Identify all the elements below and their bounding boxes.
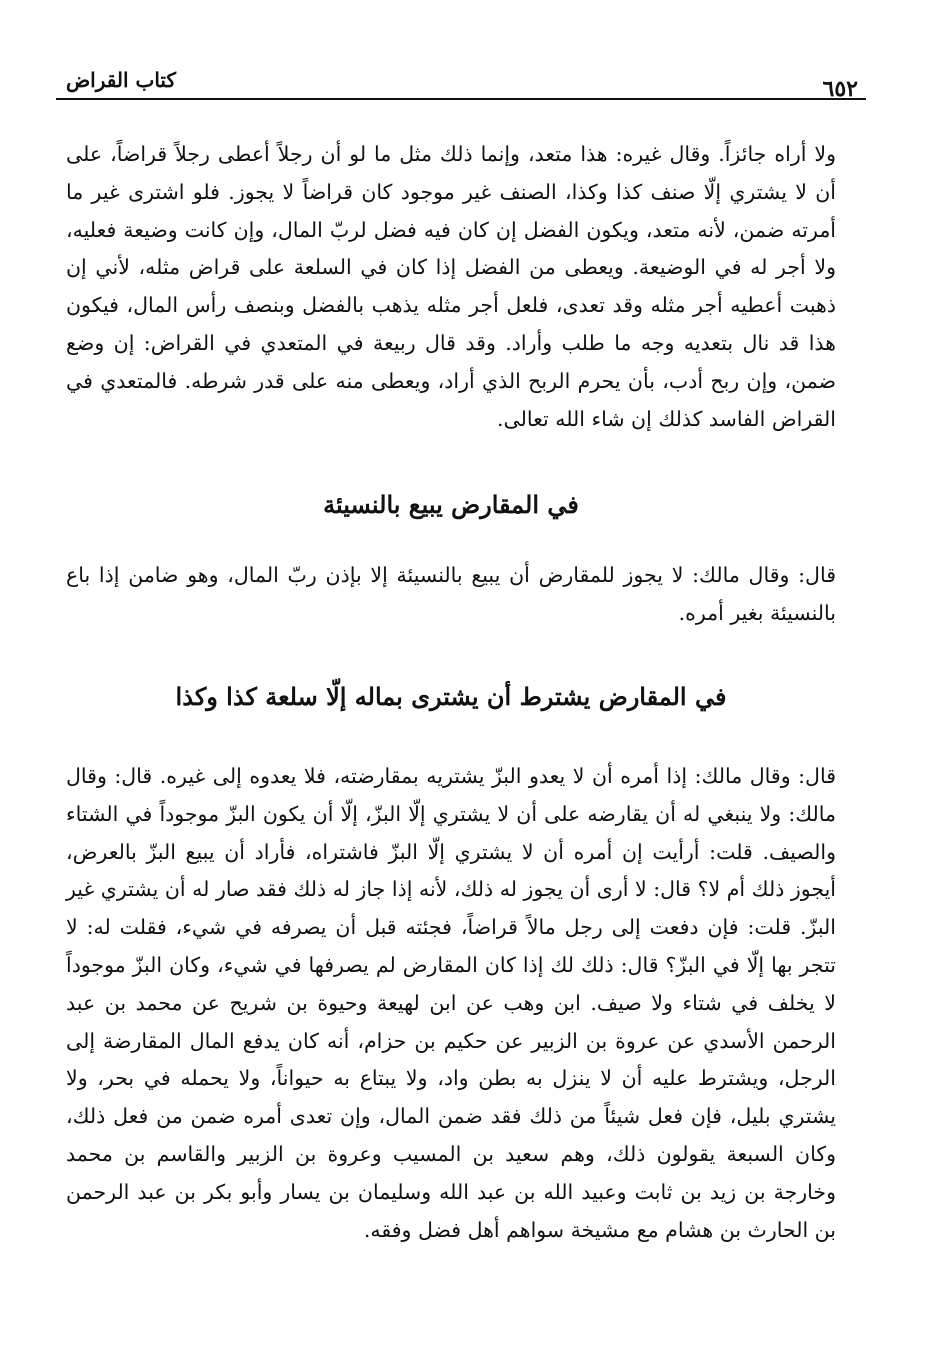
running-title: كتاب القراض — [66, 68, 176, 92]
paragraph-goods-condition: قال: وقال مالك: إذا أمره أن لا يعدو البزّ يشتريه بمقارضته، فلا يعدوه إلى غيره. قال: وقال مالك: ولا ينبغي له أن يقارضه على أن لا يشتري إلّا البزّ، إلّا أن يكون البزّ موجوداً في الشتاء والصيف. قلت: أرأيت إن أمره أن لا يشتري إلّا البزّ فاشتراه، فأراد أن يبيع البزّ بالعرض، أيجوز ذلك أم لا؟ قال: لا أرى أن يجوز له ذلك، لأنه إذا جاز له ذلك فقد صار له أن يشتري غير البزّ. قلت: فإن دفعت إلى رجل مالاً قراضاً، فجئته قبل أن يصرفه في شيء، فقلت له: لا تتجر بها إلّا في البزّ؟ قال: ذلك لك إذا كان المقارض لم يصرفها في شيء، وكان البزّ موجوداً لا يخلف في شتاء ولا صيف. ابن وهب عن ابن لهيعة وحيوة بن شريح عن محمد بن عبد الرحمن الأسدي عن عروة بن الزبير عن حكيم بن حزام، أنه كان يدفع المال المقارضة إلى الرجل، ويشترط عليه أن لا ينزل به بطن واد، ولا يبتاع به حيواناً، ولا يحمله في بحر، ولا يشتري بليل، فإن فعل شيئاً من ذلك فقد ضمن المال، وإن تعدى أمره ضمن من فعل ذلك، وكان السبعة يقولون ذلك، وهم سعيد بن المسيب وعروة بن الزبير والقاسم بن محمد وخارجة بن زيد بن ثابت وعبيد الله بن عبد الله وسليمان بن يسار وأبو بكر بن عبد الرحمن بن الحارث بن هشام مع مشيخة سواهم أهل فضل وفقه. — [66, 764, 836, 1242]
section-heading-credit-sale: في المقارض يبيع بالنسيئة — [323, 490, 579, 519]
paragraph-credit-sale: قال: وقال مالك: لا يجوز للمقارض أن يبيع بالنسيئة إلا بإذن ربّ المال، وهو ضامن إذا باع بالنسيئة بغير أمره. — [66, 563, 836, 625]
paragraph-intro: ولا أراه جائزاً. وقال غيره: هذا متعد، وإنما ذلك مثل ما لو أن رجلاً أعطى رجلاً قراضاً، على أن لا يشتري إلّا صنف كذا وكذا، الصنف غير موجود كان قراضاً لا يجوز. فلو اشترى غير ما أمرته ضمن، لأنه متعد، ويكون الفضل إن كان فيه فضل لربّ المال، وإن كانت وضيعة فعليه، ولا أجر له في الوضيعة. ويعطى من الفضل إذا كان في السلعة على قراض مثله، لأني إن ذهبت أعطيه أجر مثله وقد تعدى، فلعل أجر مثله يذهب بالفضل وبنصف رأس المال، فيكون هذا قد نال بتعديه وجه ما طلب وأراد. وقد قال ربيعة في المتعدي في القراض: إن وضع ضمن، وإن ربح أدب، بأن يحرم الربح الذي أراد، ويعطى منه على قدر شرطه. فالمتعدي في القراض الفاسد كذلك إن شاء الله تعالى. — [66, 142, 836, 431]
page-number: ٦٥٢ — [822, 76, 858, 102]
running-header — [56, 58, 866, 100]
section-heading-goods-condition: في المقارض يشترط أن يشترى بماله إلّا سلعة كذا وكذا — [175, 682, 727, 711]
